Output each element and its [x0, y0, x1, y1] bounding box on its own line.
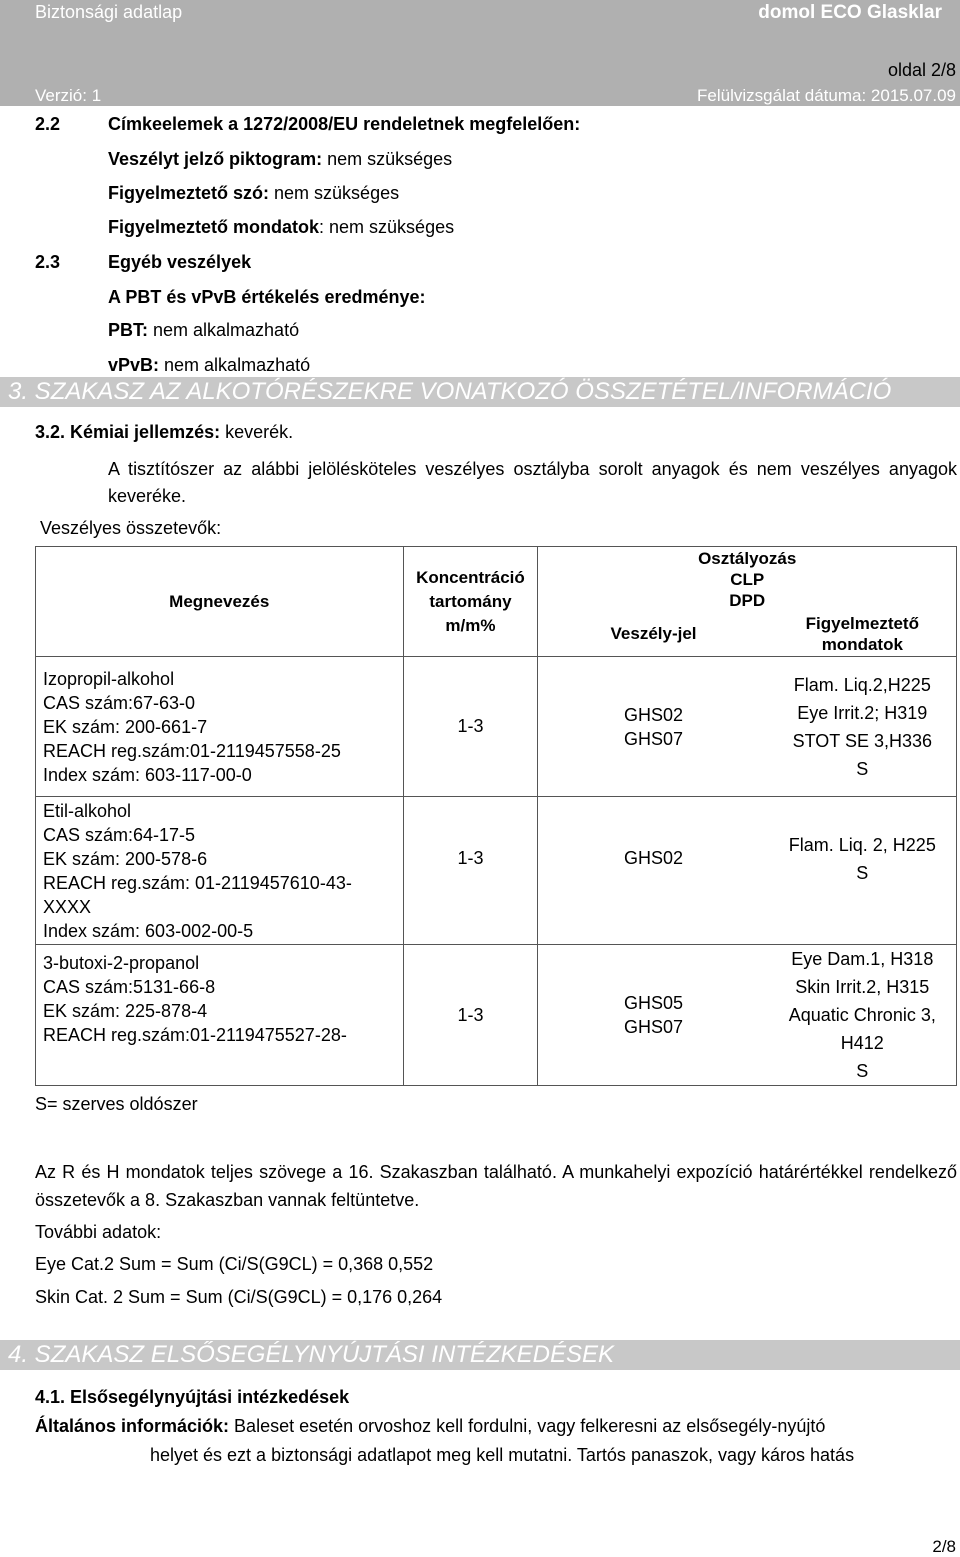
- component-name: Izopropil-alkohol CAS szám:67-63-0 EK szám: 200-661-7 REACH reg.szám:01-2119457558-25 Index szám: 603-117-00-0: [36, 657, 404, 797]
- component-hazards: Flam. Liq. 2, H225 S: [769, 797, 957, 945]
- page-header: [0, 0, 960, 85]
- component-concentration: 1-3: [403, 945, 538, 1086]
- s2-3-number: 2.3: [35, 252, 61, 272]
- further-info-label: További adatok:: [35, 1222, 162, 1242]
- hazard-statements-line: Figyelmeztető mondatok: nem szükséges: [108, 217, 455, 237]
- pbt-eval-line: A PBT és vPvB értékelés eredménye:: [108, 287, 426, 307]
- header-hazard-statements: Figyelmeztető mondatok: [769, 613, 957, 657]
- pictogram-line: Veszélyt jelző piktogram: nem szükséges: [108, 149, 453, 169]
- table-footnote: S= szerves oldószer: [35, 1094, 198, 1114]
- component-symbols: GHS02 GHS07: [538, 657, 769, 797]
- component-name: Etil-alkohol CAS szám:64-17-5 EK szám: 200-578-6 REACH reg.szám: 01-2119457610-43- XXXX Index szám: 603-002-00-5: [36, 797, 404, 945]
- general-info-line-1: Általános információk: Baleset esetén orvoshoz kell fordulni, vagy felkeresni az elsősegély-nyújtó: [35, 1416, 826, 1436]
- header-classification: Osztályozás CLP DPD: [538, 547, 957, 613]
- component-name: 3-butoxi-2-propanol CAS szám:5131-66-8 EK szám: 225-878-4 REACH reg.szám:01-2119475527-28-: [36, 945, 404, 1086]
- component-concentration: 1-3: [403, 797, 538, 945]
- hazardous-components-label: Veszélyes összetevők:: [40, 518, 222, 538]
- section-3-heading: 3. SZAKASZ AZ ALKOTÓRÉSZEKRE VONATKOZÓ ÖSSZETÉTEL/INFORMÁCIÓ: [0, 377, 960, 407]
- general-info-line-2: helyet és ezt a biztonsági adatlapot meg kell mutatni. Tartós panaszok, vagy káros hatás: [150, 1445, 855, 1465]
- s4-1-title: 4.1. Elsősegélynyújtási intézkedések: [35, 1387, 350, 1407]
- version-row: [0, 84, 960, 106]
- doc-type: Biztonsági adatlap: [35, 2, 183, 22]
- eye-cat-sum: Eye Cat.2 Sum = Sum (Ci/S(G9CL) = 0,368 0,552: [35, 1254, 434, 1274]
- r-h-statements-note: Az R és H mondatok teljes szövege a 16. Szakaszban található. A munkahelyi expozíció határértékkel rendelkező összetevők a 8. Szakaszban vannak feltüntetve.: [35, 1162, 957, 1210]
- header-concentration: Koncentráció tartomány m/m%: [403, 547, 538, 657]
- vpvb-line: vPvB: nem alkalmazható: [108, 355, 311, 375]
- header-symbol: Veszély-jel: [538, 613, 769, 657]
- pbt-line: PBT: nem alkalmazható: [108, 320, 300, 340]
- s2-2-number: 2.2: [35, 114, 61, 134]
- component-symbols: GHS05 GHS07: [538, 945, 769, 1086]
- version: Verzió: 1: [35, 86, 102, 105]
- page-number: oldal 2/8: [887, 60, 956, 80]
- component-hazards: Eye Dam.1, H318 Skin Irrit.2, H315 Aquatic Chronic 3, H412 S: [769, 945, 957, 1086]
- mixture-description: A tisztítószer az alábbi jelölésköteles veszélyes osztályba sorolt anyagok és nem veszélyes anyagok keveréke.: [108, 459, 957, 506]
- header-name: Megnevezés: [36, 547, 404, 657]
- signal-word-line: Figyelmeztető szó: nem szükséges: [108, 183, 400, 203]
- table-row: [36, 945, 957, 1086]
- product-name: domol ECO Glasklar: [758, 2, 942, 23]
- table-row: [36, 797, 957, 945]
- chemical-characterization: 3.2. Kémiai jellemzés: keverék.: [35, 422, 294, 442]
- component-hazards: Flam. Liq.2,H225 Eye Irrit.2; H319 STOT SE 3,H336 S: [769, 657, 957, 797]
- component-symbols: GHS02: [538, 797, 769, 945]
- revision-date: Felülvizsgálat dátuma: 2015.07.09: [697, 86, 956, 105]
- skin-cat-sum: Skin Cat. 2 Sum = Sum (Ci/S(G9CL) = 0,176 0,264: [35, 1287, 443, 1307]
- s2-3-title: Egyéb veszélyek: [108, 252, 252, 272]
- section-4-heading: 4. SZAKASZ ELSŐSEGÉLYNYÚJTÁSI INTÉZKEDÉSEK: [0, 1340, 960, 1370]
- s2-2-title: Címkeelemek a 1272/2008/EU rendeletnek megfelelően:: [108, 114, 581, 134]
- composition-table: [35, 546, 957, 1086]
- table-row: [36, 657, 957, 797]
- component-concentration: 1-3: [403, 657, 538, 797]
- footer-page-number: 2/8: [932, 1537, 956, 1556]
